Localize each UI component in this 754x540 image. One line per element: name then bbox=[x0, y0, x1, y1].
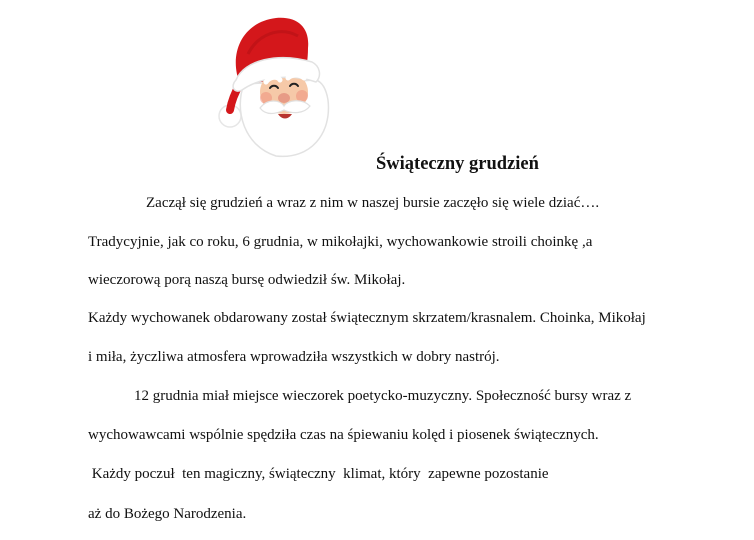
paragraph-line-1: Zaczął się grudzień a wraz z nim w naszej bursie zaczęło się wiele dziać…. bbox=[146, 195, 600, 211]
paragraph-line-8: Każdy poczuł ten magiczny, świąteczny klimat, który zapewne pozostanie bbox=[88, 466, 549, 482]
paragraph-line-3: wieczorową porą naszą bursę odwiedził św. Mikołaj. bbox=[88, 272, 406, 288]
paragraph-line-7: wychowawcami wspólnie spędziła czas na śpiewaniu kolęd i piosenek świątecznych. bbox=[88, 427, 599, 443]
santa-claus-icon bbox=[214, 14, 336, 162]
page-title: Świąteczny grudzień bbox=[376, 154, 539, 174]
paragraph-line-6: 12 grudnia miał miejsce wieczorek poetycko-muzyczny. Społeczność bursy wraz z bbox=[134, 388, 632, 404]
paragraph-line-4: Każdy wychowanek obdarowany został świątecznym skrzatem/krasnalem. Choinka, Mikołaj bbox=[88, 310, 646, 326]
paragraph-line-5: i miła, życzliwa atmosfera wprowadziła wszystkich w dobry nastrój. bbox=[88, 349, 500, 365]
paragraph-line-9: aż do Bożego Narodzenia. bbox=[88, 506, 247, 522]
paragraph-line-2: Tradycyjnie, jak co roku, 6 grudnia, w mikołajki, wychowankowie stroili choinkę ,a bbox=[88, 234, 593, 250]
